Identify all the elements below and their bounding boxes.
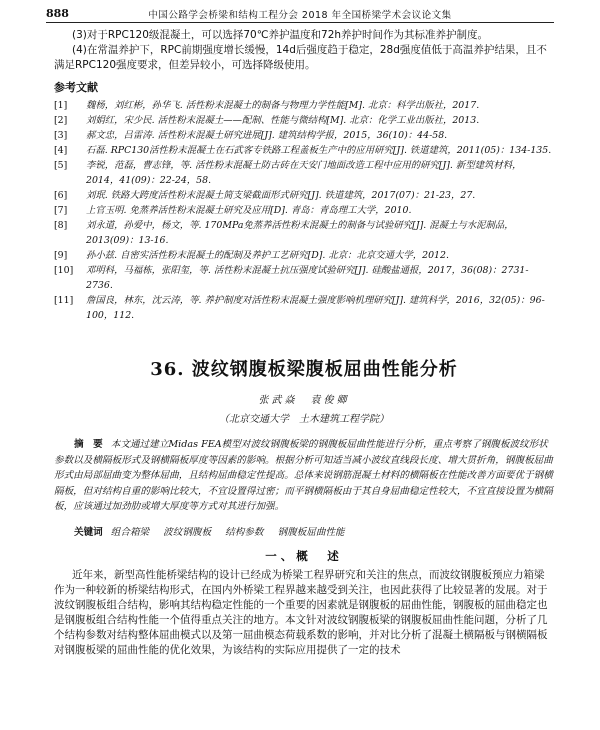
keyword: 组合箱梁	[110, 527, 150, 539]
references-heading: 参考文献	[54, 81, 98, 94]
reference-item	[54, 143, 554, 158]
paper-authors: 张武焱 袁俊卿	[258, 395, 350, 406]
abstract-label: 摘 要	[74, 439, 103, 450]
conclusion-item: (4)在常温养护下，RPC前期强度增长缓慢，14d后强度趋于稳定，28d强度值低于高温养护结果，且不满足RPC120强度要求，但差异较小，可选择降级使用。	[54, 44, 547, 71]
running-header	[46, 6, 554, 23]
reference-number: [10]	[54, 265, 74, 276]
keyword: 结构参数	[225, 527, 264, 539]
reference-item	[54, 218, 554, 248]
keyword: 钢腹板屈曲性能	[277, 527, 345, 539]
reference-item	[54, 113, 554, 128]
reference-item	[54, 248, 554, 263]
reference-text: 刘珉. 铁路大跨度活性粉末混凝土简支梁截面形式研究[J]. 铁道建筑，2017(07)：21-23，27.	[86, 190, 476, 201]
reference-item	[54, 128, 554, 143]
reference-item	[54, 293, 554, 323]
reference-item	[54, 203, 554, 218]
reference-number: [8]	[54, 220, 68, 231]
paper-affiliation: （北京交通大学 土木建筑工程学院）	[219, 414, 389, 425]
reference-number: [7]	[54, 205, 68, 216]
reference-item	[54, 188, 554, 203]
reference-number: [9]	[54, 250, 68, 261]
keywords	[54, 524, 554, 538]
reference-item	[54, 158, 554, 188]
page-body	[54, 28, 554, 658]
reference-text: 孙小兹. 自密实活性粉末混凝土的配制及养护工艺研究[D]. 北京：北京交通大学，2012.	[86, 250, 449, 261]
reference-item	[54, 263, 554, 293]
reference-text: 刘娟红，宋少民. 活性粉末混凝土——配制、性能与微结构[M]. 北京：化学工业出版社，2013.	[86, 115, 480, 126]
section-heading: 一、概 述	[265, 549, 343, 564]
reference-text: 魏杨，刘红彬，孙华飞. 活性粉末混凝土的制备与物理力学性能[M]. 北京：科学出版社，2017.	[86, 100, 480, 111]
reference-text: 郝文忠，吕雷涛. 活性粉末混凝土研究进展[J]. 建筑结构学报，2015，36(10)：44-58.	[86, 130, 448, 141]
abstract-text: 本文通过建立Midas FEA模型对波纹钢腹板梁的钢腹板屈曲性能进行分析，重点考察了钢腹板波纹形状参数以及横隔板形式及钢横隔板厚度等因素的影响。根据分析可知适当减小波纹直线段长度、增大贯折角，钢腹板屈曲形式由局部屈曲变为整体屈曲，且结构屈曲稳定性提高。总体来说钢筋混凝土材料的横隔板在性能改善方面要优于钢横隔板，但对结构自重的影响比较大，不宜设置得过密；而平钢横隔板由于其自身屈曲稳定性较大，不宜直接设置为横隔板，应该通过加劲肋或增大厚度等方式对其进行加强。	[54, 439, 553, 512]
reference-number: [3]	[54, 130, 68, 141]
reference-text: 上官玉明. 免蒸养活性粉末混凝土研究及应用[D]. 青岛：青岛理工大学，2010.	[86, 205, 412, 216]
reference-text: 李锐，范磊，曹志锋，等. 活性粉末混凝土防古砖在天安门地面改造工程中应用的研究[J]. 新型建筑材料，2014，41(09)：22-24，58.	[86, 160, 522, 186]
intro-paragraph: 近年来，新型高性能桥梁结构的设计已经成为桥梁工程界研究和关注的焦点，而波纹钢腹板预应力箱梁作为一种较新的桥梁结构形式，在国内外桥梁工程界越来越受到关注，也因此获得了比较显著的发展。对于波纹钢腹板组合结构，影响其结构稳定性能的一个重要的因素就是钢腹板的屈曲性能，钢腹板的屈曲稳定也是钢腹板组合结构性能一个值得重点关注的地方。本文针对波纹钢腹板梁的钢腹板屈曲性能问题，分析了几个结构参数对结构整体屈曲模式以及第一屈曲模态荷载系数的影响，并对比分析了混凝土横隔板与钢横隔板对钢腹板梁的屈曲性能的优化效果，为该结构的实际应用提供了一定的技术	[54, 569, 548, 657]
reference-number: [1]	[54, 100, 68, 111]
reference-text: 刘永道，孙爱中，杨文，等. 170MPa免蒸养活性粉末混凝土的制备与试验研究[J]. 混凝土与水泥制品，2013(09)：13-16.	[86, 220, 514, 246]
reference-number: [5]	[54, 160, 68, 171]
reference-number: [2]	[54, 115, 68, 126]
keyword: 波纹钢腹板	[163, 527, 212, 539]
reference-list	[54, 98, 554, 323]
reference-number: [4]	[54, 145, 68, 156]
keywords-label: 关键词	[74, 527, 103, 539]
reference-number: [11]	[54, 295, 74, 306]
header-title: 中国公路学会桥梁和结构工程分会 2018 年全国桥梁学术会议论文集	[148, 10, 452, 21]
conclusion-item: (3)对于RPC120级混凝土，可以选择70℃养护温度和72h养护时间作为其标准养护制度。	[72, 29, 489, 41]
paper-title: 36. 波纹钢腹板梁腹板屈曲性能分析	[150, 359, 458, 380]
reference-text: 詹国良，林东，沈云涛，等. 养护制度对活性粉末混凝土强度影响机理研究[J]. 建筑科学，2016，32(05)：96-100，112.	[86, 295, 545, 321]
page-number: 888	[46, 7, 69, 20]
reference-item	[54, 98, 554, 113]
reference-text: 邓明科，马福栋，张阳玺，等. 活性粉末混凝土抗压强度试验研究[J]. 硅酸盐通报，2017，36(08)：2731-2736.	[86, 265, 529, 291]
reference-text: 石磊. RPC130活性粉末混凝土在石武客专铁路工程盖板生产中的应用研究[J]. 铁道建筑，2011(05)：134-135.	[86, 145, 552, 156]
reference-number: [6]	[54, 190, 68, 201]
abstract	[54, 437, 554, 515]
